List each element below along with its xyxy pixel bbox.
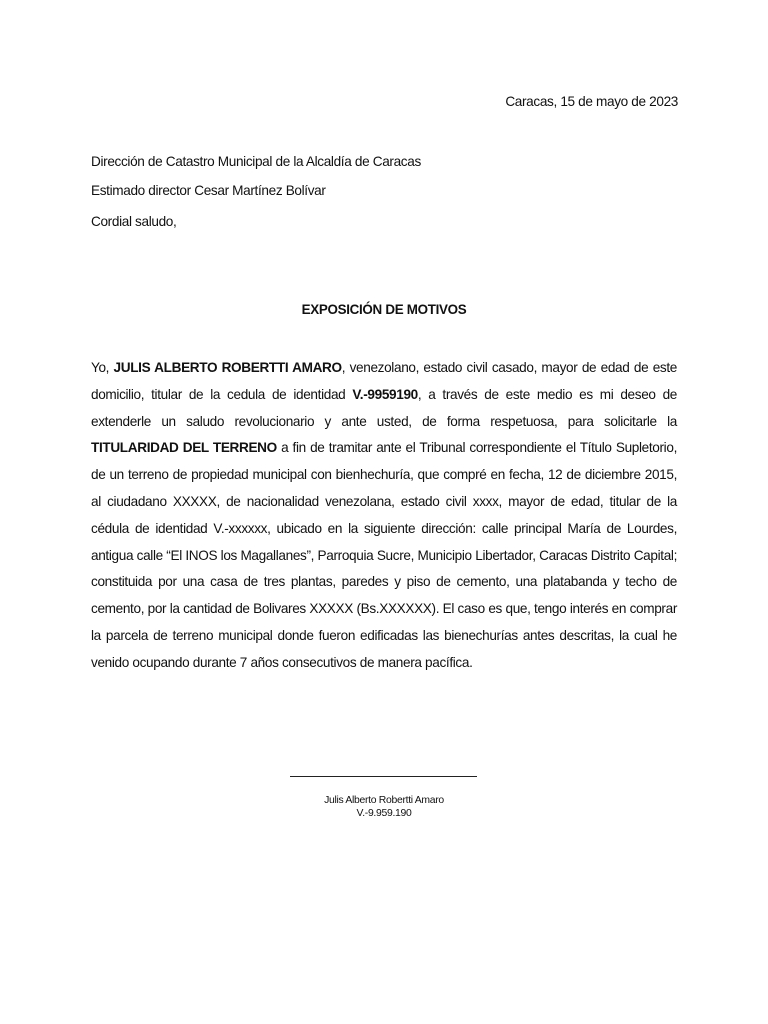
letter-salutation: Cordial saludo,	[91, 214, 177, 229]
body-text-part-1: Yo,	[91, 360, 114, 375]
signature-name: Julis Alberto Robertti Amaro	[324, 795, 444, 806]
body-id-bold: V.-9959190	[352, 386, 418, 402]
letter-heading: EXPOSICIÓN DE MOTIVOS	[301, 302, 467, 317]
letter-body	[91, 355, 677, 677]
body-text-part-3: , a través de este medio es mi deseo de extenderle un saludo revolucionario y ante usted, de forma respetuosa, para solicitarle la	[91, 386, 677, 429]
body-text-part-4: a fin de tramitar ante el Tribunal correspondiente el Título Supletorio, de un terreno de propiedad municipal con bienhechuría, que compré en fecha, 12 de diciembre 2015, al ciudadano XXXXX, de nacionalidad venezolana, estado civil xxxx, mayor de edad, titular de la cédula de identidad V.-xxxxxx, ubicado en la siguiente dirección: calle principal María de Lourdes, antigua calle “El INOS los Magallanes”, Parroquia Sucre, Municipio Libertador, Caracas Distrito Capital; constituida por una casa de tres plantas, paredes y piso de cemento, una platabanda y techo de cemento, por la cantidad de Bolivares XXXXX (Bs.XXXXXX). El caso es que, tengo interés en comprar la parcela de terreno municipal donde fueron edificadas las bienechurías antes descritas, la cual he venido ocupando durante 7 años consecutivos de manera pacífica.	[91, 440, 677, 670]
body-name-bold: JULIS ALBERTO ROBERTTI AMARO	[113, 360, 342, 375]
letter-date: Caracas, 15 de mayo de 2023	[505, 94, 678, 109]
letter-recipient: Dirección de Catastro Municipal de la Alcaldía de Caracas	[91, 154, 421, 169]
signature-id: V.-9.959.190	[356, 808, 412, 819]
signature-line	[290, 776, 477, 777]
body-text-part-2: , venezolano, estado civil casado, mayor de edad de este domicilio, titular de la cedula de identidad	[91, 360, 677, 402]
letter-greeting: Estimado director Cesar Martínez Bolívar	[91, 183, 326, 198]
body-request-bold: TITULARIDAD DEL TERRENO	[91, 440, 277, 456]
